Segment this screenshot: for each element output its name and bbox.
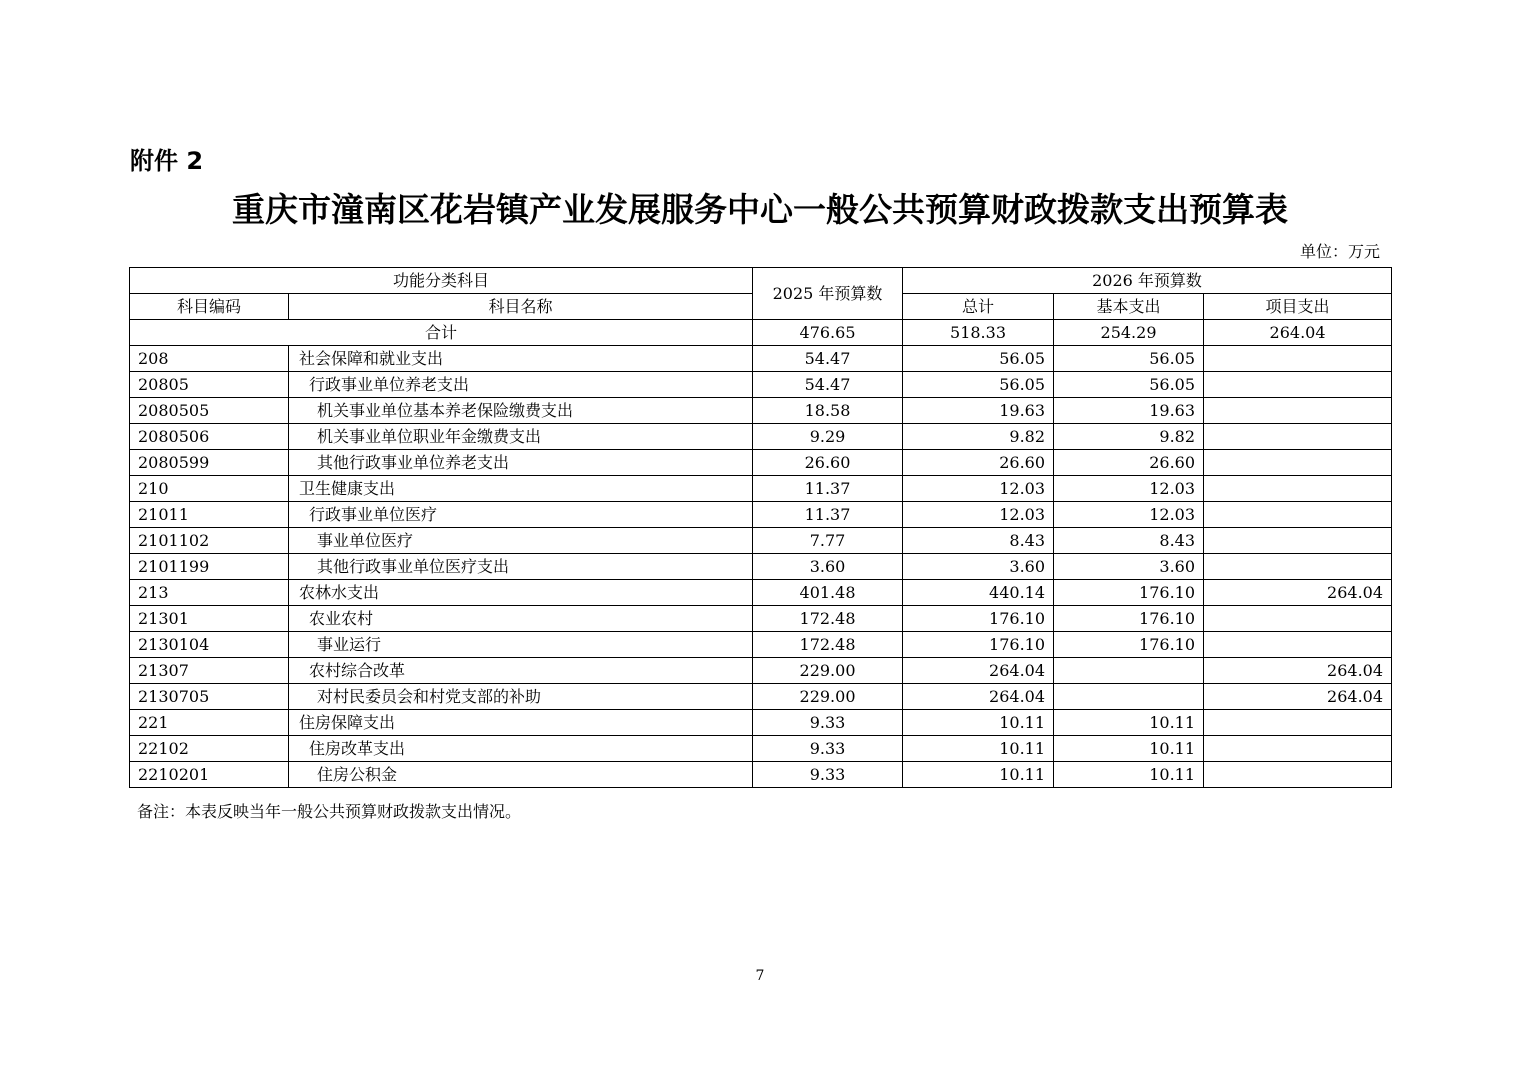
row-basic: 8.43 [1054, 528, 1204, 554]
header-row-1 [130, 268, 1392, 294]
total-basic: 254.29 [1054, 320, 1204, 346]
row-budget-2025: 229.00 [753, 658, 903, 684]
row-total: 440.14 [903, 580, 1054, 606]
table-row [130, 658, 1392, 684]
row-code: 21307 [130, 658, 289, 684]
row-budget-2025: 9.33 [753, 762, 903, 788]
row-basic: 19.63 [1054, 398, 1204, 424]
row-code: 2101199 [130, 554, 289, 580]
row-basic: 9.82 [1054, 424, 1204, 450]
row-code: 21011 [130, 502, 289, 528]
row-name: 事业运行 [289, 632, 753, 658]
row-budget-2025: 11.37 [753, 476, 903, 502]
table-row [130, 580, 1392, 606]
row-code: 2080505 [130, 398, 289, 424]
row-basic [1054, 658, 1204, 684]
row-basic: 3.60 [1054, 554, 1204, 580]
row-budget-2025: 172.48 [753, 632, 903, 658]
row-budget-2025: 229.00 [753, 684, 903, 710]
row-total: 12.03 [903, 476, 1054, 502]
row-project [1204, 398, 1392, 424]
row-basic [1054, 684, 1204, 710]
row-project [1204, 502, 1392, 528]
row-basic: 10.11 [1054, 710, 1204, 736]
row-total: 176.10 [903, 632, 1054, 658]
row-code: 22102 [130, 736, 289, 762]
table-row [130, 632, 1392, 658]
total-project: 264.04 [1204, 320, 1392, 346]
row-total: 10.11 [903, 736, 1054, 762]
header-budget-2026: 2026 年预算数 [903, 268, 1392, 294]
row-total: 264.04 [903, 684, 1054, 710]
row-project: 264.04 [1204, 684, 1392, 710]
row-name: 卫生健康支出 [289, 476, 753, 502]
row-basic: 10.11 [1054, 762, 1204, 788]
row-name: 机关事业单位职业年金缴费支出 [289, 424, 753, 450]
row-code: 221 [130, 710, 289, 736]
row-total: 3.60 [903, 554, 1054, 580]
row-total: 19.63 [903, 398, 1054, 424]
row-project: 264.04 [1204, 658, 1392, 684]
row-total: 10.11 [903, 762, 1054, 788]
total-total: 518.33 [903, 320, 1054, 346]
row-project [1204, 450, 1392, 476]
table-row [130, 684, 1392, 710]
row-name: 对村民委员会和村党支部的补助 [289, 684, 753, 710]
unit-label: 单位：万元 [1299, 242, 1380, 261]
row-code: 210 [130, 476, 289, 502]
row-code: 208 [130, 346, 289, 372]
row-budget-2025: 7.77 [753, 528, 903, 554]
row-name: 其他行政事业单位医疗支出 [289, 554, 753, 580]
row-budget-2025: 54.47 [753, 372, 903, 398]
total-budget-2025: 476.65 [753, 320, 903, 346]
row-project [1204, 736, 1392, 762]
row-budget-2025: 9.29 [753, 424, 903, 450]
row-project [1204, 632, 1392, 658]
table-row [130, 554, 1392, 580]
row-project [1204, 710, 1392, 736]
row-code: 2130705 [130, 684, 289, 710]
table-row [130, 424, 1392, 450]
row-name: 住房公积金 [289, 762, 753, 788]
header-budget-2025: 2025 年预算数 [753, 268, 903, 320]
row-budget-2025: 3.60 [753, 554, 903, 580]
total-label: 合计 [130, 320, 753, 346]
row-basic: 56.05 [1054, 372, 1204, 398]
budget-table [129, 267, 1392, 788]
row-basic: 26.60 [1054, 450, 1204, 476]
row-name: 住房保障支出 [289, 710, 753, 736]
header-total: 总计 [903, 294, 1054, 320]
row-project [1204, 346, 1392, 372]
row-name: 行政事业单位医疗 [289, 502, 753, 528]
table-row [130, 476, 1392, 502]
table-row [130, 450, 1392, 476]
row-basic: 10.11 [1054, 736, 1204, 762]
row-name: 机关事业单位基本养老保险缴费支出 [289, 398, 753, 424]
row-name: 农林水支出 [289, 580, 753, 606]
table-row [130, 398, 1392, 424]
row-budget-2025: 9.33 [753, 710, 903, 736]
row-basic: 176.10 [1054, 632, 1204, 658]
row-total: 26.60 [903, 450, 1054, 476]
row-name: 社会保障和就业支出 [289, 346, 753, 372]
row-project [1204, 554, 1392, 580]
row-total: 10.11 [903, 710, 1054, 736]
row-budget-2025: 172.48 [753, 606, 903, 632]
row-project [1204, 424, 1392, 450]
table-row [130, 606, 1392, 632]
row-name: 行政事业单位养老支出 [289, 372, 753, 398]
row-total: 8.43 [903, 528, 1054, 554]
row-total: 56.05 [903, 346, 1054, 372]
table-row [130, 528, 1392, 554]
row-project [1204, 606, 1392, 632]
row-total: 176.10 [903, 606, 1054, 632]
row-budget-2025: 18.58 [753, 398, 903, 424]
row-project: 264.04 [1204, 580, 1392, 606]
row-project [1204, 528, 1392, 554]
row-total: 9.82 [903, 424, 1054, 450]
header-code: 科目编码 [130, 294, 289, 320]
table-row [130, 502, 1392, 528]
row-code: 2080599 [130, 450, 289, 476]
row-basic: 12.03 [1054, 502, 1204, 528]
row-code: 2210201 [130, 762, 289, 788]
header-name: 科目名称 [289, 294, 753, 320]
page-title: 重庆市潼南区花岩镇产业发展服务中心一般公共预算财政拨款支出预算表 [232, 190, 1288, 229]
row-budget-2025: 26.60 [753, 450, 903, 476]
row-basic: 176.10 [1054, 580, 1204, 606]
row-total: 56.05 [903, 372, 1054, 398]
total-row [130, 320, 1392, 346]
header-function-category: 功能分类科目 [130, 268, 753, 294]
row-budget-2025: 401.48 [753, 580, 903, 606]
row-code: 2101102 [130, 528, 289, 554]
row-name: 农村综合改革 [289, 658, 753, 684]
row-budget-2025: 54.47 [753, 346, 903, 372]
header-basic: 基本支出 [1054, 294, 1204, 320]
row-name: 农业农村 [289, 606, 753, 632]
row-code: 2080506 [130, 424, 289, 450]
row-project [1204, 476, 1392, 502]
row-code: 20805 [130, 372, 289, 398]
row-budget-2025: 11.37 [753, 502, 903, 528]
row-code: 21301 [130, 606, 289, 632]
row-code: 2130104 [130, 632, 289, 658]
row-project [1204, 372, 1392, 398]
row-total: 264.04 [903, 658, 1054, 684]
table-row [130, 346, 1392, 372]
attachment-label: 附件 2 [130, 147, 204, 175]
row-project [1204, 762, 1392, 788]
table-note: 备注：本表反映当年一般公共预算财政拨款支出情况。 [137, 802, 522, 821]
page-number: 7 [755, 968, 765, 984]
row-basic: 12.03 [1054, 476, 1204, 502]
row-basic: 176.10 [1054, 606, 1204, 632]
table-row [130, 762, 1392, 788]
row-basic: 56.05 [1054, 346, 1204, 372]
table-row [130, 710, 1392, 736]
row-total: 12.03 [903, 502, 1054, 528]
header-project: 项目支出 [1204, 294, 1392, 320]
row-code: 213 [130, 580, 289, 606]
row-name: 事业单位医疗 [289, 528, 753, 554]
table-row [130, 372, 1392, 398]
row-budget-2025: 9.33 [753, 736, 903, 762]
table-row [130, 736, 1392, 762]
row-name: 住房改革支出 [289, 736, 753, 762]
row-name: 其他行政事业单位养老支出 [289, 450, 753, 476]
